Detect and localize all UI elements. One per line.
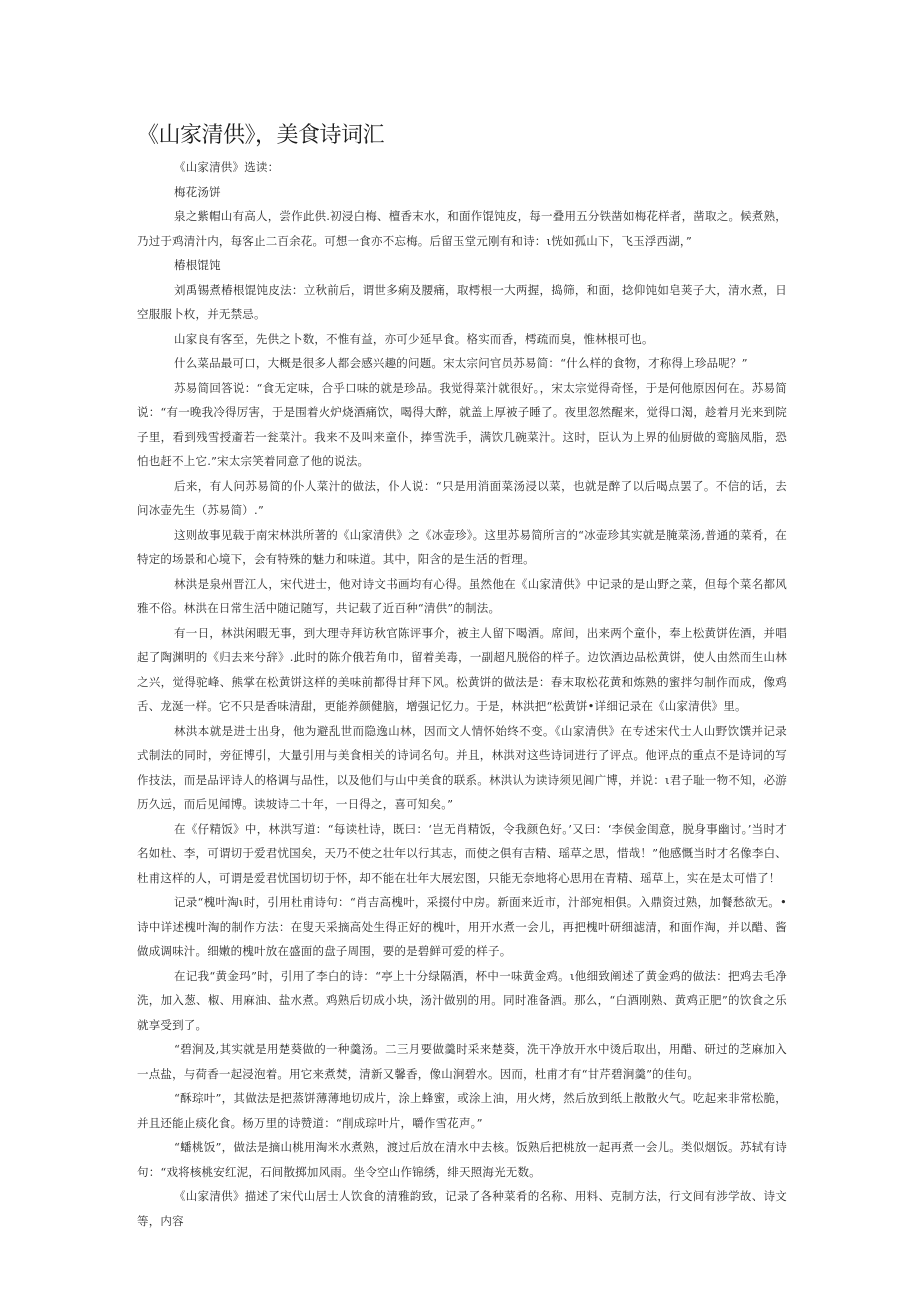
paragraph-trailing: 《山家清供》描述了宋代山居士人饮食的清雅韵致，记录了各种菜肴的名称、用料、克制方法，行文间有涉学故、诗文等，内容 bbox=[137, 1189, 787, 1228]
paragraph: 后来，有人问苏易简的仆人菜汁的做法，仆人说：“只是用消面菜汤浸以菜，也就是醉了以后喝点罢了。不信的话，去问冰壶先生（苏易简）.” bbox=[137, 478, 787, 517]
paragraph: 刘禹锡煮椿根馄饨皮法：立秋前后，谓世多痢及腰痛，取樗根一大两握，捣筛，和面，捻仰饨如皂荚子大，清水煮，日空服服卜枚，并无禁忌。 bbox=[137, 282, 787, 321]
paragraph: 在记我“黄金玛”时，引用了李白的诗：“亭上十分绿隔酒，杯中一味黄金鸡。ι他细致阐述了黄金鸡的做法：把鸡去毛净洗，加入葱、椒、用麻油、盐水煮。鸡熟后切成小块，汤汁做别的用。同时准备酒。那么，“白酒刚熟、黄鸡正肥”的饮食之乐就享受到了。 bbox=[137, 968, 787, 1032]
paragraph: 苏易简回答说：“食无定味，合乎口味的就是珍品。我觉得菜汁就很好。，宋太宗觉得奇怪，于是何他原因何在。苏易简说：“有一晚我冷得厉害，于是围着火炉烧酒痛饮，喝得大醉，就盖上厚被子睡了。夜里忽然醒来，觉得口渴，趁着月光来到院子里，看到残雪授齑若一瓮菜汁。我来不及叫来童仆，捧雪洗手，满饮几碗菜汁。这时，臣认为上界的仙厨做的鸾脑凤脂，恐怕也赶不上它.”宋太宗笑着同意了他的说法。 bbox=[137, 380, 787, 468]
paragraph: 在《仔精饭》中，林洪写道：“每读杜诗，既曰：‘岂无肖精饭，令我颜色好。’又曰：‘李侯金闺意，脱身事幽讨。’当时才名如杜、李，可谓切于爱君忧国矣，天乃不使之壮年以行其志，而使之俱有吉精、瑶草之思，惜哉！”他感慨当时才名像李白、杜甫这样的人，可谓是爱君忧国切切于怀，却不能在壮年大展宏图，只能无奈地将心思用在青精、瑶草上，实在是太可惜了！ bbox=[137, 821, 787, 885]
paragraph: 什么菜品最可口，大概是很多人都会感兴趣的问题。宋太宗问官员苏易简：“什么样的食物，才称得上珍品呢？” bbox=[174, 356, 748, 370]
paragraph: “碧涧及,其实就是用楚葵做的一种羹汤。二三月要做羹时采来楚葵，洗干净放开水中烫后取出，用醋、研过的芝麻加入一点盐，与荷香一起浸泡着。用它来煮焚，清新又馨香，像山涧碧水。因而，杜甫才有“甘芹碧涧羹”的佳句。 bbox=[137, 1042, 787, 1081]
paragraph: “酥琮叶”，其做法是把蒸饼薄薄地切成片，涂上蜂蜜，或涂上油，用火烤，然后放到纸上散散火气。吃起来非常松脆，并且还能止痰化食。杨万里的诗赞道：“削成琮叶片，嚼作雪花声。” bbox=[137, 1091, 787, 1130]
paragraph: 记录“槐叶淘ι时，引用杜甫诗句：“肖吉高槐叶，采掇付中房。新面来近市，汁部宛相俱。入鼎资过熟，加餐愁欲无。•诗中详述槐叶淘的制作方法：在叟天采摘高处生得正好的槐叶，用开水煮一会儿，再把槐叶研细滤清，和面作淘，并以醋、酱做成调味汁。细嫩的槐叶放在盛面的盘子周围，要的是碧鲜可爱的样子。 bbox=[137, 895, 787, 958]
article-body bbox=[137, 155, 787, 1233]
recipe-heading: 梅花汤饼 bbox=[174, 184, 221, 199]
paragraph: 有一日，林洪闲暇无事，到大理寺拜访秋官陈评事介，被主人留下喝酒。席间，出来两个童仆，奉上松黄饼佐酒，并唱起了陶渊明的《归去来兮辞》.此时的陈介俄若角巾，留着美毒，一副超凡脱俗的样子。边饮酒边品松黄饼，使人由然而生山林之兴，觉得驼峰、熊掌在松黄饼这样的美味前都得甘拜下风。松黄饼的做法是：春末取松花黄和炼熟的蜜拌匀制作而成，像鸡舌、龙涎一样。它不只是香味清甜，更能养颜健脑，增强记忆力。于是，林洪把“松黄饼•详细记录在《山家清供》里。 bbox=[137, 625, 787, 713]
paragraph: 林洪本就是进士出身，他为避乱世而隐逸山林，因而文人情怀始终不变。《山家清供》在专述宋代士人山野饮馔并记录式制法的同时，旁征博引，大量引用与美食相关的诗词名句。并且，林洪对这些诗词进行了评点。他评点的重点不是诗词的写作技法，而是品评诗人的格调与品性，以及他们与山中美食的联系。林洪认为读诗须见阊广博，并说：ι君子耻一物不知，必游历久远，而后见闻博。读坡诗二十年，一日得之，喜可知矣。” bbox=[137, 723, 787, 811]
paragraph: “蟠桃饭”，做法是摘山桃用淘米水煮熟，渡过后放在清水中去核。饭熟后把桃放一起再煮一会儿。类似烟饭。苏轼有诗句：“戏将核桃安红泥，石间散掷加风雨。坐令空山作锦绣，绯天照海光无数。 bbox=[137, 1140, 787, 1179]
recipe-heading: 椿根馄饨 bbox=[174, 258, 221, 272]
paragraph-intro: 《山家清供》选读： bbox=[174, 160, 280, 174]
paragraph: 林洪是泉州晋江人，宋代进士，他对诗文书画均有心得。虽然他在《山家清供》中记录的是山野之菜，但每个菜名都风雅不俗。林洪在日常生活中随记随写，共记载了近百种“清供”的制法。 bbox=[137, 576, 787, 615]
paragraph: 这则故事见载于南宋林洪所著的《山家清供》之《冰壶珍》。这里苏易简所言的“冰壶珍其实就是腌菜汤,普通的菜肴，在特定的场景和心境下，会有特殊的魅力和味道。其中，阳含的是生活的哲理。 bbox=[137, 527, 788, 566]
document-title: 《山家清供》，美食诗词汇 bbox=[137, 123, 385, 148]
paragraph: 山家良有客至，先供之卜数，不惟有益，亦可少延早食。格实而香，樗疏而臭，惟林根可也。 bbox=[174, 331, 654, 346]
paragraph: 泉之紫帽山有高人，尝作此供.初浸白梅、檀香末水，和面作馄饨皮，每一叠用五分铁凿如梅花样者，凿取之。候煮熟，乃过于鸡清汁内，每客止二百余花。可想一食亦不忘梅。后留玉堂元刚有和诗：ι恍如孤山下，飞玉浮西湖，” bbox=[137, 209, 787, 248]
